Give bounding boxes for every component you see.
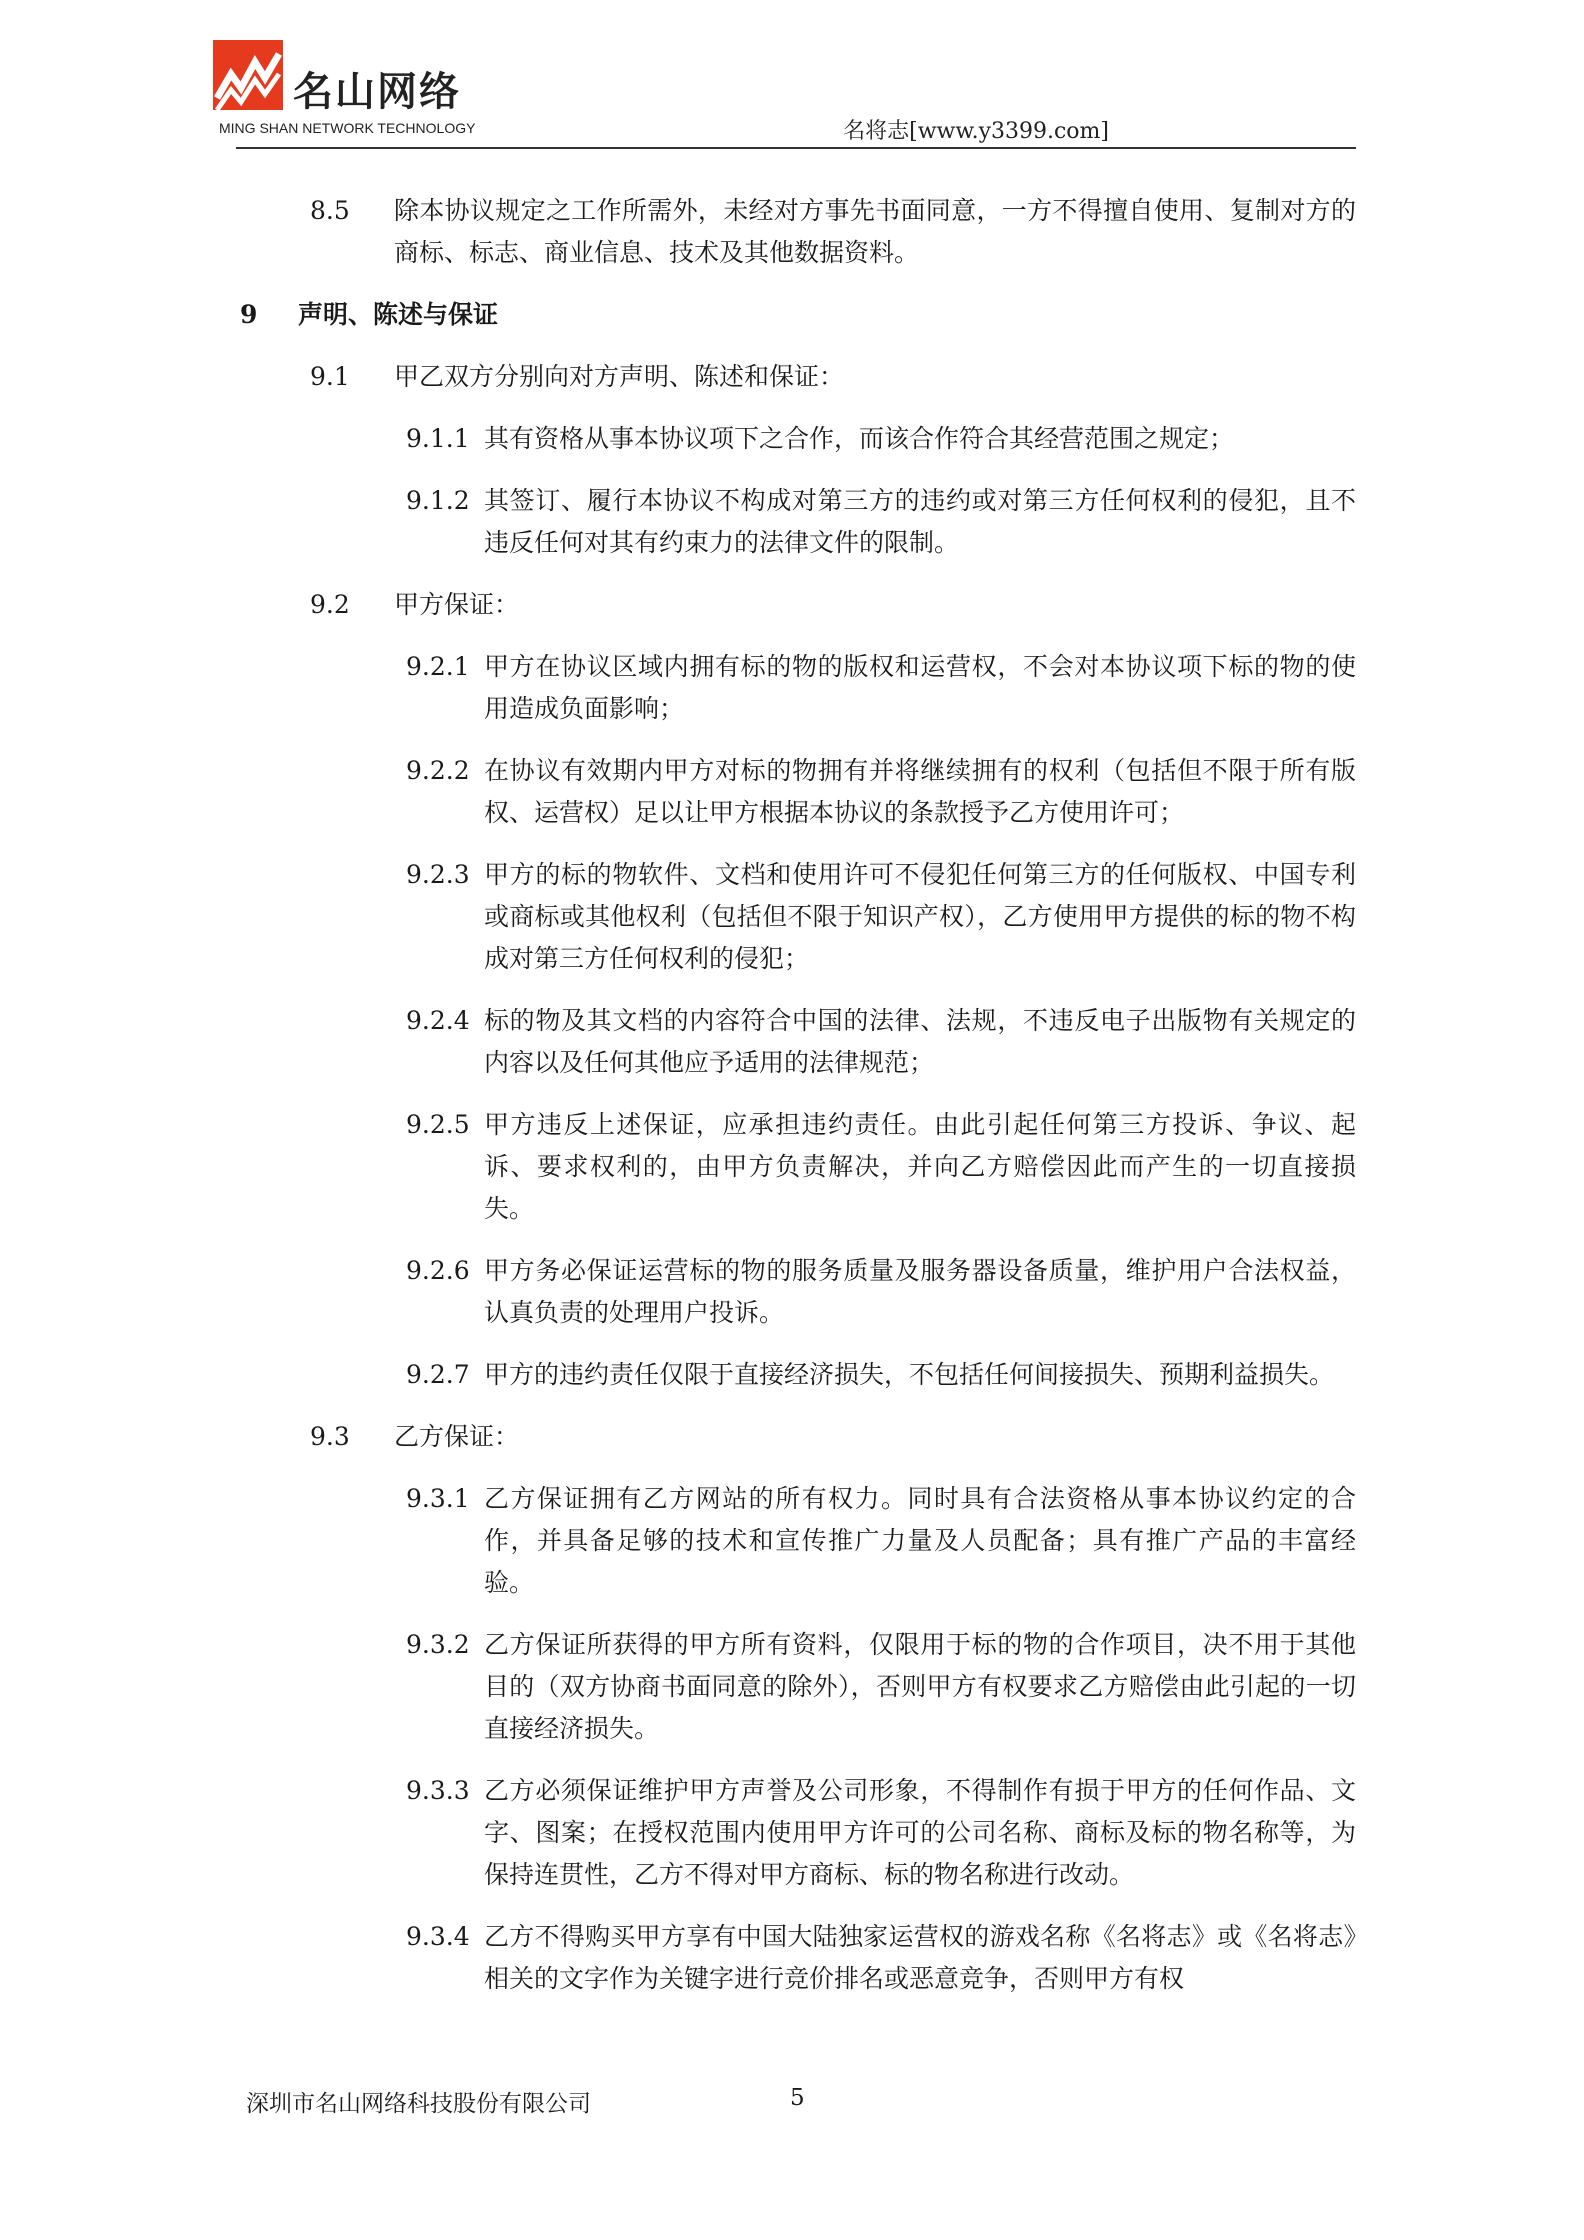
clause-text: 其有资格从事本协议项下之合作，而该合作符合其经营范围之规定；	[484, 424, 1235, 453]
clause-9-1-2	[236, 480, 1356, 564]
clause-number: 9.1.1	[406, 424, 470, 453]
page-header	[0, 0, 1584, 152]
clause-9-3	[236, 1416, 1356, 1458]
clause-text: 其签订、履行本协议不构成对第三方的违约或对第三方任何权利的侵犯，且不违反任何对其有约束力的法律文件的限制。	[484, 486, 1356, 557]
clause-number: 9.1.2	[406, 486, 470, 515]
clause-9-3-4	[236, 1916, 1356, 2000]
site-reference: 名将志[www.y3399.com]	[843, 119, 1109, 144]
clause-9-2-4	[236, 1000, 1356, 1084]
section-number: 9	[240, 300, 258, 329]
footer-company: 深圳市名山网络科技股份有限公司	[246, 2091, 591, 2117]
clause-9-2-2	[236, 750, 1356, 834]
clause-number: 9.3.2	[406, 1630, 470, 1659]
clause-8-5	[236, 190, 1356, 274]
clause-9-2-3	[236, 854, 1356, 980]
clause-text: 乙方保证拥有乙方网站的所有权力。同时具有合法资格从事本协议约定的合作，并具备足够的技术和宣传推广力量及人员配备；具有推广产品的丰富经验。	[484, 1484, 1356, 1597]
clause-9-2	[236, 584, 1356, 626]
clause-number: 9.3.3	[406, 1776, 470, 1805]
logo-mountain-icon	[213, 40, 283, 110]
clause-text: 标的物及其文档的内容符合中国的法律、法规，不违反电子出版物有关规定的内容以及任何其他应予适用的法律规范；	[484, 1006, 1356, 1077]
clause-text: 甲方务必保证运营标的物的服务质量及服务器设备质量，维护用户合法权益，认真负责的处理用户投诉。	[484, 1256, 1356, 1327]
clause-9-1	[236, 356, 1356, 398]
clause-number: 9.1	[310, 362, 350, 391]
header-divider	[236, 147, 1356, 149]
clause-number: 9.2.3	[406, 860, 470, 889]
clause-text: 乙方不得购买甲方享有中国大陆独家运营权的游戏名称《名将志》或《名将志》相关的文字作为关键字进行竞价排名或恶意竞争，否则甲方有权	[484, 1922, 1356, 1993]
clause-9-2-7	[236, 1354, 1356, 1396]
clause-text: 甲方的标的物软件、文档和使用许可不侵犯任何第三方的任何版权、中国专利或商标或其他权利（包括但不限于知识产权），乙方使用甲方提供的标的物不构成对第三方任何权利的侵犯；	[484, 860, 1356, 973]
clause-number: 8.5	[310, 196, 350, 225]
clause-text: 乙方保证：	[394, 1422, 520, 1451]
clause-number: 9.2.5	[406, 1110, 470, 1139]
clause-text: 在协议有效期内甲方对标的物拥有并将继续拥有的权利（包括但不限于所有版权、运营权）足以让甲方根据本协议的条款授予乙方使用许可；	[484, 756, 1356, 827]
clause-text: 甲方的违约责任仅限于直接经济损失，不包括任何间接损失、预期利益损失。	[484, 1360, 1335, 1389]
clause-number: 9.2.1	[406, 652, 470, 681]
clause-number: 9.3.4	[406, 1922, 470, 1951]
clause-9-3-2	[236, 1624, 1356, 1750]
clause-text: 除本协议规定之工作所需外，未经对方事先书面同意，一方不得擅自使用、复制对方的商标、标志、商业信息、技术及其他数据资料。	[394, 196, 1356, 267]
page-number: 5	[790, 2085, 805, 2111]
clause-9-2-6	[236, 1250, 1356, 1334]
clause-number: 9.2.7	[406, 1360, 470, 1389]
logo-cn-text: 名山网络	[293, 69, 461, 115]
logo-en-text: MING SHAN NETWORK TECHNOLOGY	[219, 120, 476, 136]
clause-9-1-1	[236, 418, 1356, 460]
page-footer	[0, 2085, 1584, 2145]
clause-number: 9.3	[310, 1422, 350, 1451]
clause-text: 甲乙双方分别向对方声明、陈述和保证：	[394, 362, 845, 391]
section-heading-9	[236, 294, 1356, 336]
clause-number: 9.2.6	[406, 1256, 470, 1285]
clause-text: 甲方保证：	[394, 590, 520, 619]
clause-9-3-3	[236, 1770, 1356, 1896]
section-title: 声明、陈述与保证	[298, 300, 499, 329]
clause-9-3-1	[236, 1478, 1356, 1604]
clause-text: 甲方违反上述保证，应承担违约责任。由此引起任何第三方投诉、争议、起诉、要求权利的，由甲方负责解决，并向乙方赔偿因此而产生的一切直接损失。	[484, 1110, 1356, 1223]
company-logo	[213, 40, 513, 140]
clause-text: 乙方必须保证维护甲方声誉及公司形象，不得制作有损于甲方的任何作品、文字、图案；在授权范围内使用甲方许可的公司名称、商标及标的物名称等，为保持连贯性，乙方不得对甲方商标、标的物名称进行改动。	[484, 1776, 1356, 1889]
document-body	[236, 190, 1356, 2020]
clause-number: 9.2.2	[406, 756, 470, 785]
clause-number: 9.2	[310, 590, 350, 619]
clause-9-2-5	[236, 1104, 1356, 1230]
clause-number: 9.2.4	[406, 1006, 470, 1035]
clause-text: 乙方保证所获得的甲方所有资料，仅限用于标的物的合作项目，决不用于其他目的（双方协商书面同意的除外），否则甲方有权要求乙方赔偿由此引起的一切直接经济损失。	[484, 1630, 1356, 1743]
clause-9-2-1	[236, 646, 1356, 730]
clause-text: 甲方在协议区域内拥有标的物的版权和运营权，不会对本协议项下标的物的使用造成负面影响；	[484, 652, 1356, 723]
clause-number: 9.3.1	[406, 1484, 470, 1513]
